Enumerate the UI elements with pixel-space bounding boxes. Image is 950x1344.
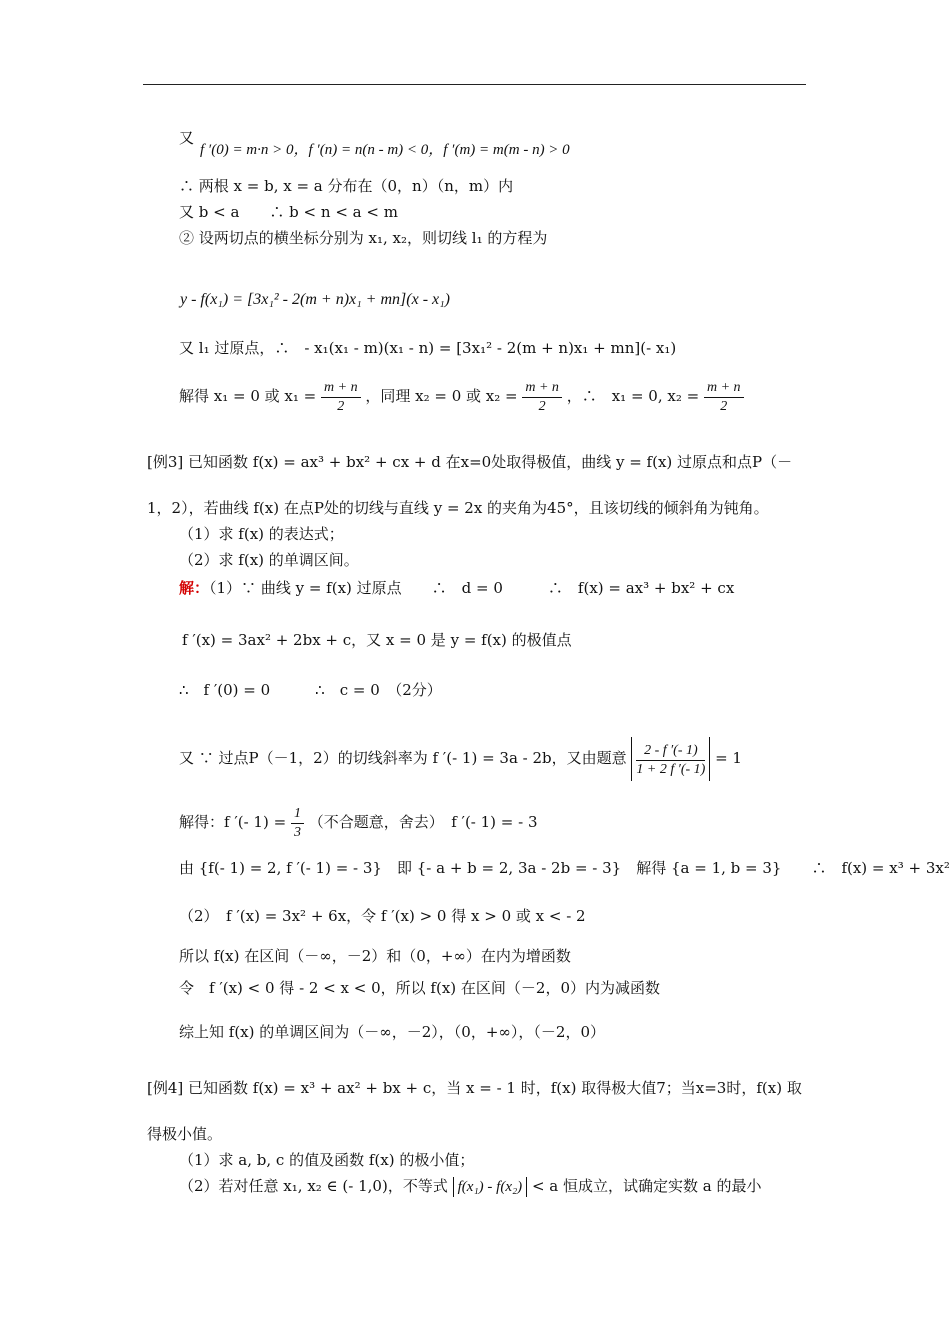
solution-line: （2） f ′(x) = 3x² + 6x，令 f ′(x) > 0 得 x > 0 或 x < - 2 [179,907,586,925]
math-derivative-signs: f ′(0) = m·n > 0，f ′(n) = n(n - m) < 0，f ′(m) = m(m - n) > 0 [200,142,570,158]
solution-line: 令 f ′(x) < 0 得 - 2 < x < 0，所以 f(x) 在区间（－2，0）内为减函数 [179,979,661,997]
fraction: $\frac{m + n}{2}$ [321,379,361,416]
absolute-value: $\frac{2 - f '(- 1)}{1 + 2 f '(- 1)}$ [631,737,710,781]
example-3-statement-cont: 1，2），若曲线 f(x) 在点P处的切线与直线 y = 2x 的夹角为45°，且该切线的倾斜角为钝角。 [147,499,769,517]
solution-line: 所以 f(x) 在区间（－∞，－2）和（0，+∞）在内为增函数 [179,947,571,965]
solution-line: ∴ f ′(0) = 0 ∴ c = 0 （2分） [179,681,442,699]
tangent-equation: y - f(x₁) = [3x₁² - 2(m + n)x₁ + mn](x - x₁) [180,291,451,308]
solution-conclusion: 综上知 f(x) 的单调区间为（－∞，－2），（0，+∞），（－2，0） [179,1023,605,1041]
text-line: 又 [179,129,195,147]
solution-line: 解：（1）∵ 曲线 y = f(x) 过原点 ∴ d = 0 ∴ f(x) = ax³ + bx² + cx [179,579,735,597]
absolute-value: f(x₁) - f(x₂) [453,1177,528,1197]
example-4-statement-cont: 得极小值。 [147,1125,223,1143]
text-line: 又 b < a ∴ b < n < a < m [179,203,398,221]
solution-line: f ′(x) = 3ax² + 2bx + c，又 x = 0 是 y = f(x) 的极值点 [182,631,572,649]
question-1: （1）求 a, b, c 的值及函数 f(x) 的极小值； [179,1151,475,1169]
question-2: （2）求 f(x) 的单调区间。 [179,551,359,569]
fraction: $\frac{m + n}{2}$ [522,379,562,416]
text-line: 又 l₁ 过原点，∴ - x₁(x₁ - m)(x₁ - n) = [3x₁² - 2(m + n)x₁ + mn](- x₁) [179,339,677,357]
solution-roots: 解得 x₁ = 0 或 x₁ = $\frac{m + n}{2}$ ，同理 x₂ = 0 或 x₂ = $\frac{m + n}{2}$ ，∴ x₁ = 0, x₂ = $\frac{m + n}{2}$ [179,376,744,416]
fraction: $\frac{m + n}{2}$ [704,379,744,416]
text-line: ② 设两切点的横坐标分别为 x₁, x₂，则切线 l₁ 的方程为 [179,229,548,247]
question-1: （1）求 f(x) 的表达式； [179,525,344,543]
example-3-statement: [例3] 已知函数 f(x) = ax³ + bx² + cx + d 在x=0处取得极值，曲线 y = f(x) 过原点和点P（－ [147,453,793,471]
solution-line: 解得：f ′(- 1) = $\frac{1}{3}$ （不合题意，舍去） f ′(- 1) = - 3 [179,805,538,840]
text-line: ∴ 两根 x = b, x = a 分布在（0，n）（n，m）内 [179,177,514,195]
example-4-statement: [例4] 已知函数 f(x) = x³ + ax² + bx + c，当 x = - 1 时，f(x) 取得极大值7；当x=3时，f(x) 取 [147,1079,802,1097]
solution-label: 解： [179,579,210,597]
question-2: （2）若对任意 x₁, x₂ ∈ (- 1,0)，不等式 f(x₁) - f(x₂) < a 恒成立，试确定实数 a 的最小 [179,1177,762,1195]
solution-system: 由 {f(- 1) = 2, f ′(- 1) = - 3} 即 {- a + b = 2, 3a - 2b = - 3} 解得 {a = 1, b = 3} ∴ f(x) = x³ + 3x² [179,859,950,877]
solution-slope: 又 ∵ 过点P（－1，2）的切线斜率为 f ′(- 1) = 3a - 2b，又由题意 $\frac{2 - f '(- 1)}{1 + 2 f '(- 1)}$ = 1 [179,736,742,781]
header-rule [143,84,806,85]
fraction: $\frac{1}{3}$ [291,805,304,842]
